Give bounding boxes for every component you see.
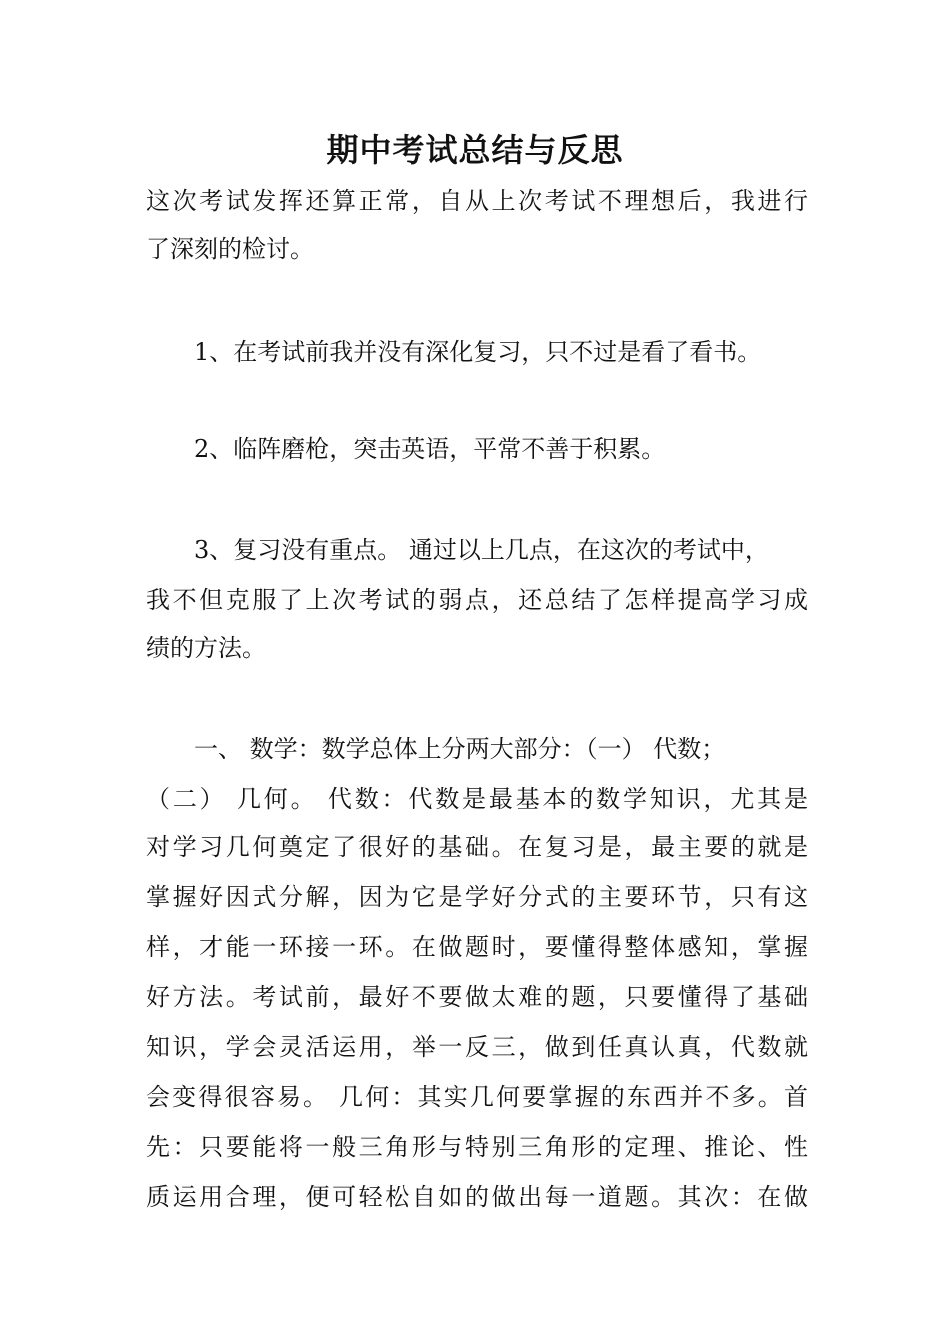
paragraph-intro-line-2: 了深刻的检讨。 — [146, 235, 314, 263]
list-item-1: 1、在考试前我并没有深化复习，只不过是看了看书。 — [194, 338, 762, 366]
list-item-3-line-2: 我不但克服了上次考试的弱点，还总结了怎样提高学习成 — [146, 586, 808, 614]
paragraph-intro-line-1: 这次考试发挥还算正常，自从上次考试不理想后，我进行 — [146, 187, 808, 215]
math-section-line-8: 会变得很容易。 几何：其实几何要掌握的东西并不多。首 — [146, 1083, 808, 1111]
math-section-line-5: 样，才能一环接一环。在做题时，要懂得整体感知，掌握 — [146, 933, 808, 961]
math-section-line-2: （二） 几何。 代数：代数是最基本的数学知识，尤其是 — [146, 785, 808, 813]
math-section-line-4: 掌握好因式分解，因为它是学好分式的主要环节，只有这 — [146, 883, 808, 911]
list-item-3-line-3: 绩的方法。 — [146, 634, 266, 662]
math-section-line-6: 好方法。考试前，最好不要做太难的题，只要懂得了基础 — [146, 983, 808, 1011]
math-section-line-7: 知识，学会灵活运用，举一反三，做到任真认真，代数就 — [146, 1033, 808, 1061]
math-section-line-9: 先：只要能将一般三角形与特别三角形的定理、推论、性 — [146, 1133, 808, 1161]
list-item-3-line-1: 3、复习没有重点。 通过以上几点，在这次的考试中， — [194, 536, 769, 564]
math-section-line-3: 对学习几何奠定了很好的基础。在复习是，最主要的就是 — [146, 833, 808, 861]
document-title: 期中考试总结与反思 — [326, 131, 624, 169]
list-item-2: 2、临阵磨枪，突击英语，平常不善于积累。 — [194, 435, 666, 463]
math-section-line-10: 质运用合理，便可轻松自如的做出每一道题。其次：在做 — [146, 1183, 808, 1211]
math-section-line-1: 一、 数学：数学总体上分两大部分：（一） 代数； — [194, 735, 726, 763]
